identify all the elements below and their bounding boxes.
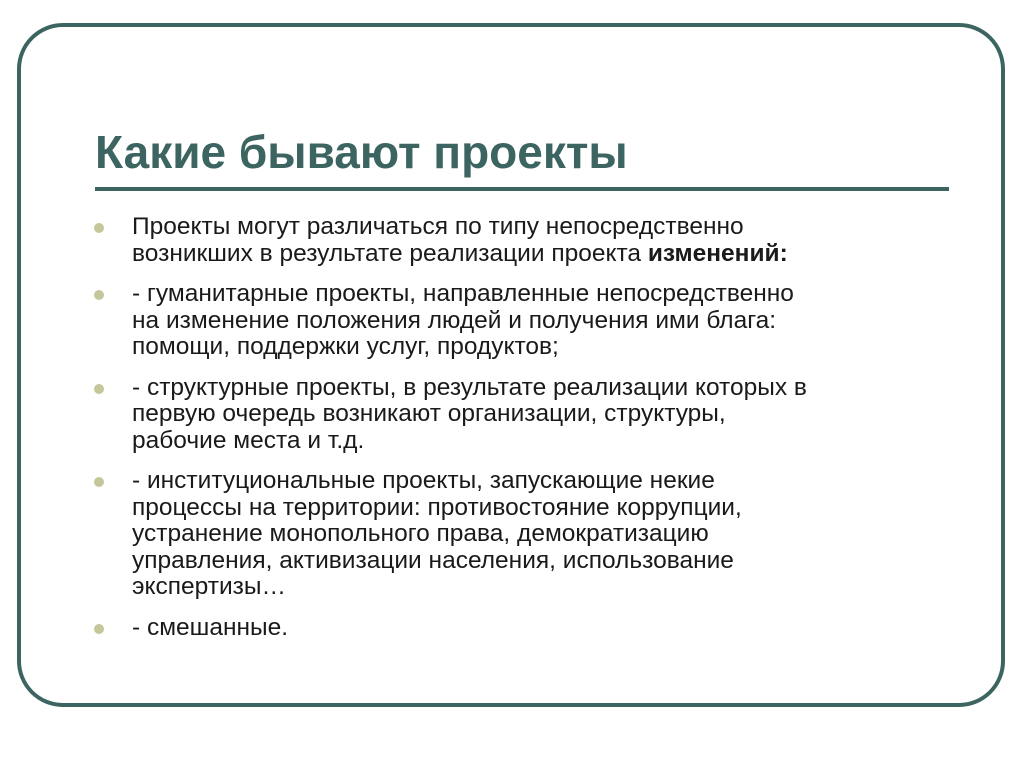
bullet-line: - институциональные проекты, запускающие некие [132, 467, 715, 494]
bullet-line: на изменение положения людей и получения ими блага: [132, 306, 777, 334]
bullet-item-institutional [94, 468, 954, 601]
bullet-line: - смешанные. [132, 613, 289, 641]
bullet-list [94, 214, 954, 655]
bullet-line: устранение монопольного права, демократизацию [132, 520, 709, 547]
bullet-dot-icon [94, 223, 104, 233]
bullet-item-structural [94, 375, 954, 455]
bullet-dot-icon [94, 290, 104, 300]
bullet-line-text: возникших в результате реализации проекта [132, 239, 648, 267]
bullet-line: - гуманитарные проекты, направленные непосредственно [132, 280, 794, 307]
bullet-item-mixed [94, 615, 954, 642]
bullet-item-humanitarian [94, 281, 954, 361]
bullet-line: помощи, поддержки услуг, продуктов; [132, 333, 559, 360]
bullet-line: процессы на территории: противостояние коррупции, [132, 493, 742, 521]
emphasized-word: изменений: [647, 239, 788, 267]
bullet-line: - структурные проекты, в результате реализации которых в [132, 373, 807, 401]
bullet-dot-icon [94, 384, 104, 394]
bullet-line: экспертизы… [132, 573, 286, 600]
bullet-line: Проекты могут различаться по типу непосредственно [132, 213, 744, 240]
bullet-dot-icon [94, 624, 104, 634]
bullet-line [132, 241, 954, 268]
bullet-line: первую очередь возникают организации, структуры, [132, 400, 726, 427]
slide-title: Какие бывают проекты [95, 126, 628, 178]
bullet-line: рабочие места и т.д. [132, 426, 365, 454]
bullet-line: управления, активизации населения, использование [132, 546, 734, 574]
bullet-dot-icon [94, 477, 104, 487]
title-underline [95, 187, 949, 191]
bullet-item-project-types [94, 214, 954, 267]
